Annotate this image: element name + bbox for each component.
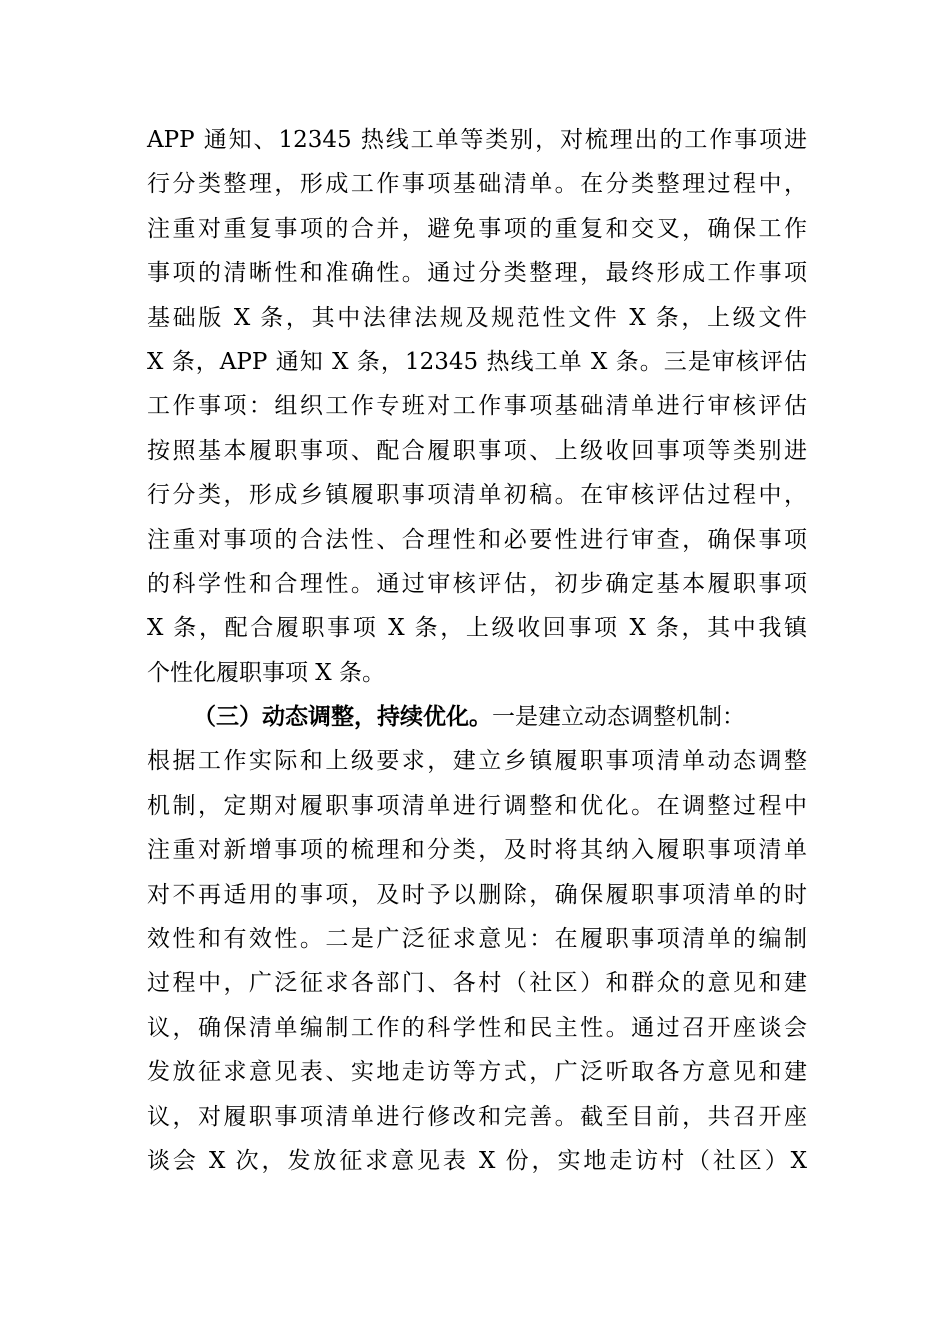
text-line: 个性化履职事项 X 条。 [147, 659, 385, 686]
text-line: 注重对重复事项的合并，避免事项的重复和交叉，确保工作 [147, 215, 807, 242]
text-line: 工作事项：组织工作专班对工作事项基础清单进行审核评估 [147, 393, 807, 420]
text-line: 议，确保清单编制工作的科学性和民主性。通过召开座谈会 [147, 1014, 807, 1041]
text-line: 根据工作实际和上级要求，建立乡镇履职事项清单动态调整 [147, 748, 807, 775]
paragraph-first-line [147, 695, 807, 739]
text-line: 机制，定期对履职事项清单进行调整和优化。在调整过程中 [147, 792, 807, 819]
text-line: 谈会 X 次，发放征求意见表 X 份，实地走访村（社区）X [147, 1147, 807, 1174]
heading-continuation: 一是建立动态调整机制： [492, 704, 745, 731]
text-line: 注重对事项的合法性、合理性和必要性进行审查，确保事项 [147, 526, 807, 553]
text-line: 发放征求意见表、实地走访等方式，广泛听取各方意见和建 [147, 1059, 807, 1086]
paragraph-review-evaluation [147, 118, 807, 695]
text-line: 议，对履职事项清单进行修改和完善。截至目前，共召开座 [147, 1103, 807, 1130]
text-line: 注重对新增事项的梳理和分类，及时将其纳入履职事项清单 [147, 837, 807, 864]
text-line: APP 通知、12345 热线工单等类别，对梳理出的工作事项进 [147, 127, 807, 153]
text-line: 按照基本履职事项、配合履职事项、上级收回事项等类别进 [147, 437, 807, 464]
text-line: 过程中，广泛征求各部门、各村（社区）和群众的意见和建 [147, 970, 807, 997]
text-line: X 条，配合履职事项 X 条，上级收回事项 X 条，其中我镇 [147, 615, 807, 642]
text-line: X 条，APP 通知 X 条，12345 热线工单 X 条。三是审核评估 [147, 348, 807, 375]
text-line: 行分类整理，形成工作事项基础清单。在分类整理过程中， [147, 171, 807, 198]
text-line: 效性和有效性。二是广泛征求意见：在履职事项清单的编制 [147, 926, 807, 953]
text-line: 基础版 X 条，其中法律法规及规范性文件 X 条，上级文件 [147, 304, 807, 331]
text-line: 事项的清晰性和准确性。通过分类整理，最终形成工作事项 [147, 260, 807, 287]
text-line: 对不再适用的事项，及时予以删除，确保履职事项清单的时 [147, 881, 807, 908]
text-line: 行分类，形成乡镇履职事项清单初稿。在审核评估过程中， [147, 482, 807, 509]
paragraph-dynamic-adjustment [147, 695, 807, 1183]
text-line: 的科学性和合理性。通过审核评估，初步确定基本履职事项 [147, 570, 807, 597]
section-heading: （三）动态调整，持续优化。 [193, 704, 492, 731]
document-body [147, 118, 807, 1183]
